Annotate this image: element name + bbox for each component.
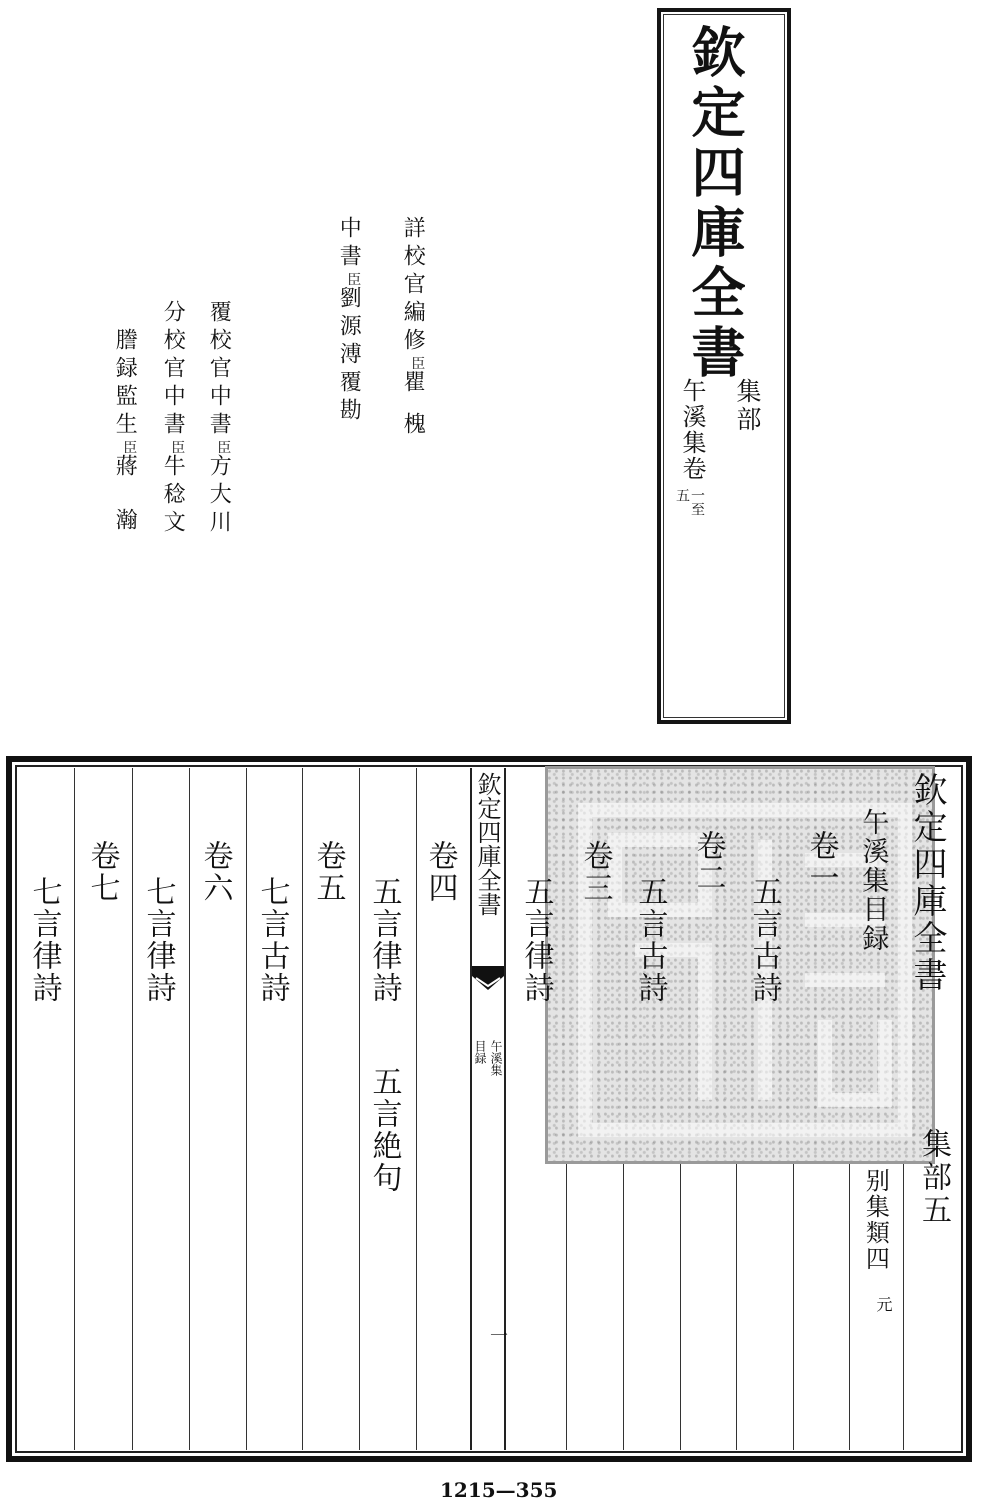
toc-volume-heading: 卷七 (84, 840, 120, 904)
page-section-volume: 集部五 (916, 1128, 951, 1227)
column-rule (359, 768, 360, 1450)
cover-range-bottom: 五 (674, 488, 690, 502)
credit-rank: 臣 (345, 272, 362, 286)
toc-volume-heading: 卷六 (197, 840, 233, 904)
cover-title: 欽定四庫全書 (683, 24, 747, 384)
credit-rank: 臣 (409, 356, 426, 370)
toc-entry: 五言律詩 (366, 876, 402, 1004)
credit-title: 覆校官中書 (206, 300, 232, 440)
column-rule (302, 768, 303, 1450)
cover-section: 集部 (733, 378, 762, 434)
spine-section: 目録 (473, 1040, 487, 1064)
toc-volume-heading: 卷四 (422, 840, 458, 904)
credit-title: 謄録監生 (112, 328, 138, 440)
credit-detailed-proofreader (400, 216, 425, 440)
toc-title: 午溪集目録 (857, 808, 889, 953)
credit-title: 詳校官編修 (400, 216, 426, 356)
column-rule (246, 768, 247, 1450)
credit-name: 蔣 (112, 454, 138, 482)
column-rule (416, 768, 417, 1450)
credit-rank: 臣 (121, 440, 138, 454)
credit-secretary (336, 216, 361, 426)
credit-name-2: 瀚 (112, 508, 138, 536)
credit-name: 瞿 (400, 370, 426, 398)
toc-entry: 五言律詩 (518, 876, 554, 1004)
page-header-title: 欽定四庫全書 (907, 772, 947, 994)
cover-work: 午溪集卷 (678, 378, 706, 482)
toc-volume-heading: 卷五 (310, 840, 346, 904)
toc-entry: 五言古詩 (632, 876, 668, 1004)
toc-entry: 五言絶句 (366, 1066, 402, 1194)
page-footer-number: 1215—355 (440, 1478, 558, 1502)
toc-entry: 七言律詩 (140, 876, 176, 1004)
credit-name: 牛稔文 (160, 454, 186, 538)
classification: 别集類四 (861, 1168, 890, 1272)
credit-name-2: 槐 (400, 412, 426, 440)
credit-title: 中書 (336, 216, 362, 272)
toc-volume-heading: 卷二 (690, 830, 726, 894)
credit-copyist (112, 328, 137, 536)
fishtail-mark-icon (472, 966, 504, 990)
spine-title: 欽定四庫全書 (473, 772, 501, 916)
cover-range (675, 488, 704, 516)
credit-rank: 臣 (215, 440, 232, 454)
credit-name: 劉源溥覆勘 (336, 286, 362, 426)
toc-entry: 七言古詩 (254, 876, 290, 1004)
toc-entry: 七言律詩 (26, 876, 62, 1004)
toc-entry: 五言古詩 (746, 876, 782, 1004)
spine-page-number: 一 (487, 1326, 508, 1344)
credit-re-proofreader (206, 300, 231, 538)
cover-range-top: 一至 (689, 488, 705, 516)
credit-name: 方大川 (206, 454, 232, 538)
toc-volume-heading: 卷一 (803, 830, 839, 894)
toc-volume-heading: 卷三 (577, 840, 613, 904)
credit-title: 分校官中書 (160, 300, 186, 440)
spine-work: 午溪集 (489, 1040, 503, 1076)
credit-rank: 臣 (169, 440, 186, 454)
credit-sub-proofreader (160, 300, 185, 538)
column-rule (74, 768, 75, 1450)
column-rule (132, 768, 133, 1450)
era-mark: 元 (874, 1296, 893, 1312)
column-rule (189, 768, 190, 1450)
